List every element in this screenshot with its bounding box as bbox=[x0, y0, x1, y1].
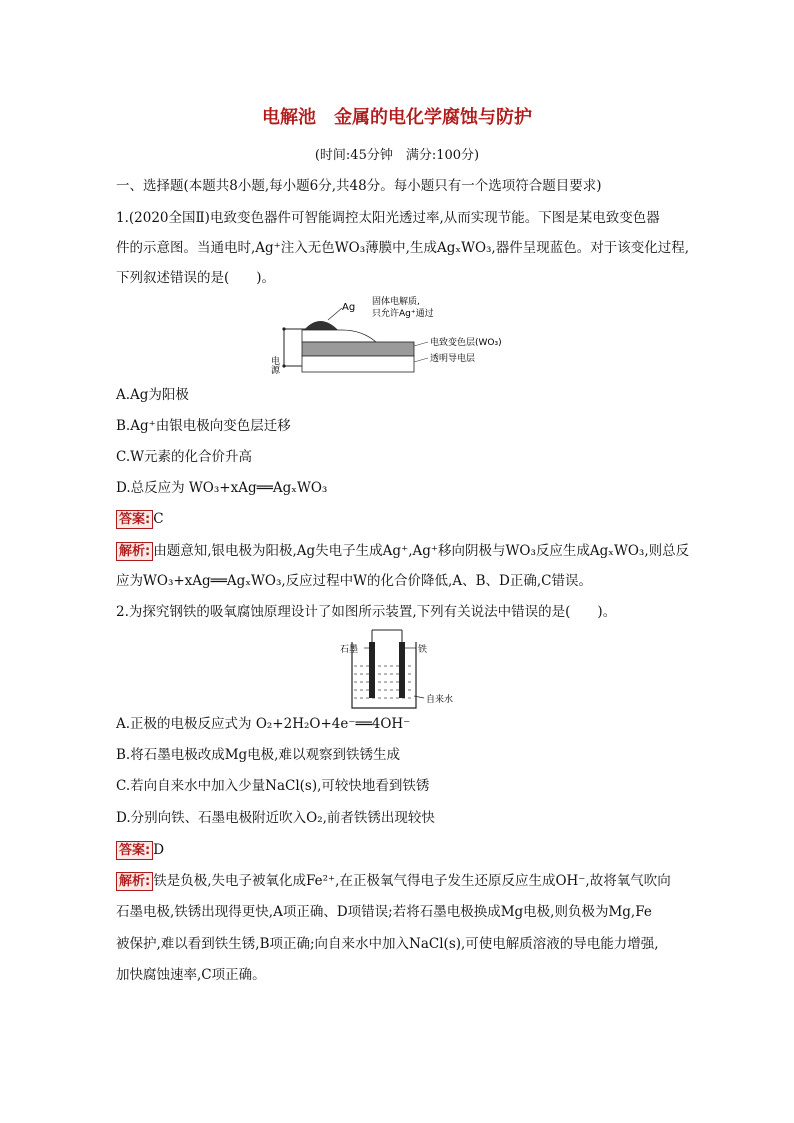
q1-option-d: D.总反应为 WO₃+xAg══AgₓWO₃ bbox=[116, 480, 328, 496]
q1-stem-line2: 件的示意图。当通电时,Ag⁺注入无色WO₃薄膜中,生成AgₓWO₃,器件呈现蓝色。对于该变化过程, bbox=[116, 240, 690, 256]
q1-analysis-text1: 由题意知,银电极为阳极,Ag失电子生成Ag⁺,Ag⁺移向阴极与WO₃反应生成AgₓWO₃,则总反 bbox=[153, 543, 690, 559]
q1-option-a: A.Ag为阳极 bbox=[116, 387, 189, 403]
q2-answer bbox=[116, 840, 164, 860]
graphite-label: 石墨 bbox=[340, 645, 359, 655]
q2-analysis-line1 bbox=[116, 871, 671, 891]
q2-option-c: C.若向自来水中加入少量NaCl(s),可较快地看到铁锈 bbox=[116, 778, 430, 794]
q2-analysis-line3: 被保护,难以看到铁生锈,B项正确;向自来水中加入NaCl(s),可使电解质溶液的导电能力增强, bbox=[116, 936, 659, 952]
q2-answer-value: D bbox=[153, 842, 165, 858]
tap-water-label: 自来水 bbox=[426, 695, 454, 705]
ag-label: Ag bbox=[342, 302, 356, 313]
q2-option-a: A.正极的电极反应式为 O₂+2H₂O+4e⁻══4OH⁻ bbox=[116, 716, 411, 732]
q1-analysis-line2: 应为WO₃+xAg══AgₓWO₃,反应过程中W的化合价降低,A、B、D正确,C错误。 bbox=[116, 573, 592, 589]
layer2-label: 透明导电层 bbox=[430, 354, 476, 364]
q2-option-d: D.分别向铁、石墨电极附近吹入O₂,前者铁锈出现较快 bbox=[116, 810, 435, 826]
corrosion-apparatus-diagram bbox=[334, 624, 474, 712]
q2-analysis-text1: 铁是负极,失电子被氧化成Fe²⁺,在正极氧气得电子发生还原反应生成OH⁻,故将氧气吹向 bbox=[153, 873, 671, 889]
q1-stem-line3: 下列叙述错误的是( )。 bbox=[116, 270, 276, 286]
q2-analysis-line4: 加快腐蚀速率,C项正确。 bbox=[116, 967, 266, 983]
q1-answer-value: C bbox=[153, 511, 164, 527]
analysis-tag: 解析: bbox=[116, 542, 153, 561]
q2-option-b: B.将石墨电极改成Mg电极,难以观察到铁锈生成 bbox=[116, 747, 400, 763]
q2-stem-line1: 2.为探究钢铁的吸氧腐蚀原理设计了如图所示装置,下列有关说法中错误的是( )。 bbox=[116, 604, 617, 620]
iron-label: 铁 bbox=[418, 645, 428, 655]
q1-option-b: B.Ag⁺由银电极向变色层迁移 bbox=[116, 418, 291, 434]
page-subtitle: (时间:45分钟 满分:100分) bbox=[314, 148, 480, 163]
answer-tag: 答案: bbox=[116, 510, 153, 529]
q1-option-c: C.W元素的化合价升高 bbox=[116, 449, 253, 465]
electrolyte-label-2: 只允许Ag⁺通过 bbox=[372, 309, 434, 319]
q1-analysis-line1 bbox=[116, 541, 689, 561]
q2-analysis-line2: 石墨电极,铁锈出现得更快,A项正确、D项错误;若将石墨电极换成Mg电极,则负极为Mg,Fe bbox=[116, 904, 652, 920]
power-label: 电源 bbox=[269, 356, 279, 374]
q1-answer bbox=[116, 509, 164, 529]
electrochromic-device-diagram bbox=[269, 294, 522, 378]
section-heading: 一、选择题(本题共8小题,每小题6分,共48分。每小题只有一个选项符合题目要求) bbox=[116, 178, 602, 194]
analysis-tag: 解析: bbox=[116, 872, 153, 891]
answer-tag: 答案: bbox=[116, 841, 153, 860]
page-title: 电解池 金属的电化学腐蚀与防护 bbox=[262, 107, 532, 128]
electrolyte-label-1: 固体电解质, bbox=[372, 297, 420, 307]
q1-stem-line1: 1.(2020全国Ⅱ)电致变色器件可智能调控太阳光透过率,从而实现节能。下图是某电致变色器 bbox=[116, 210, 660, 226]
layer1-label: 电致变色层(WO₃) bbox=[430, 338, 502, 348]
